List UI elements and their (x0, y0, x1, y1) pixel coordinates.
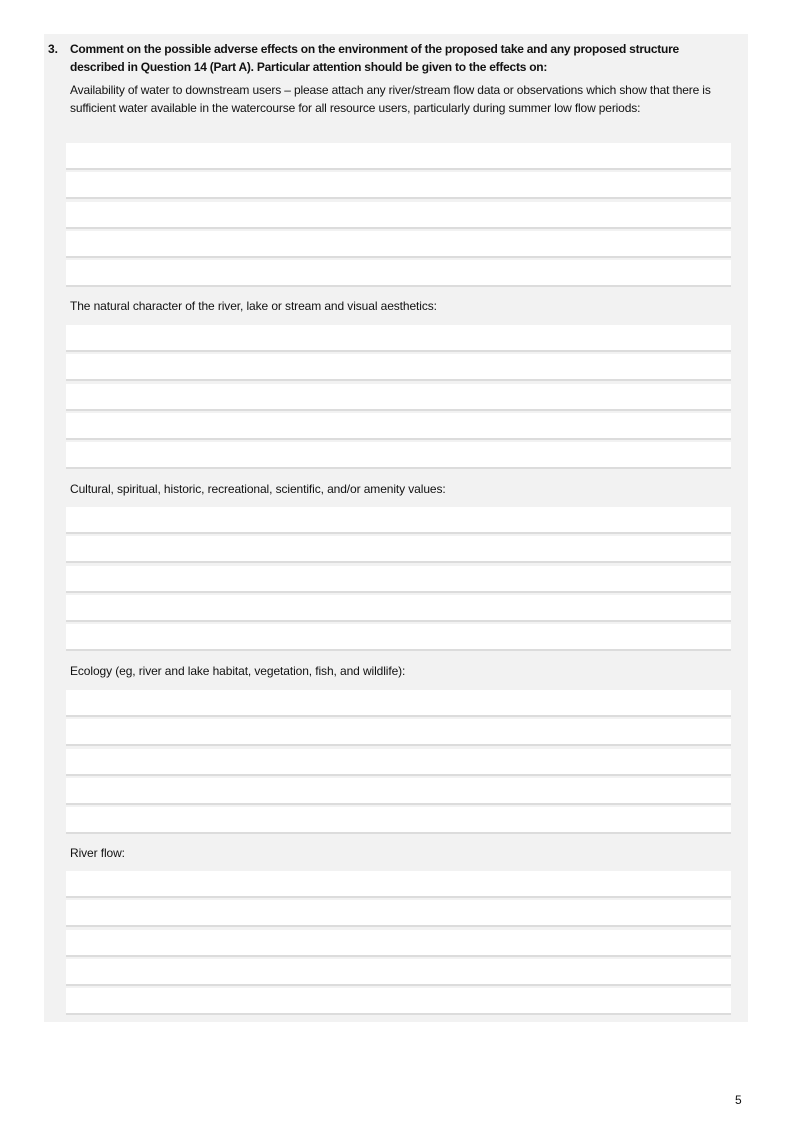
answer-line[interactable] (66, 807, 731, 834)
answer-line[interactable] (66, 690, 731, 717)
question-text: Comment on the possible adverse effects on the environment of the proposed take and any proposed structure described in Question 14 (Part A). Particular attention should be given to the effects on: (70, 42, 679, 74)
answer-line[interactable] (66, 624, 731, 651)
question-number: 3. (48, 42, 59, 56)
answer-line[interactable] (66, 595, 731, 622)
answer-line[interactable] (66, 325, 731, 352)
answer-line[interactable] (66, 172, 731, 199)
answer-line[interactable] (66, 413, 731, 440)
answer-line[interactable] (66, 749, 731, 776)
answer-line[interactable] (66, 959, 731, 986)
answer-line[interactable] (66, 202, 731, 229)
section-label-downstream-users: Availability of water to downstream users – please attach any river/stream flow data or observations which show that there is sufficient water available in the watercourse for all resource users, particularly during summer low flow periods: (70, 83, 711, 115)
answer-lines-ecology (66, 690, 731, 836)
answer-line[interactable] (66, 442, 731, 469)
answer-line[interactable] (66, 566, 731, 593)
answer-line[interactable] (66, 900, 731, 927)
answer-lines-river-flow (66, 871, 731, 1017)
answer-line[interactable] (66, 988, 731, 1015)
answer-line[interactable] (66, 231, 731, 258)
answer-line[interactable] (66, 778, 731, 805)
section-label-natural-character: The natural character of the river, lake or stream and visual aesthetics: (70, 299, 437, 313)
answer-line[interactable] (66, 507, 731, 534)
page-number: 5 (735, 1093, 742, 1107)
answer-line[interactable] (66, 719, 731, 746)
answer-lines-natural-character (66, 325, 731, 471)
section-label-cultural-values: Cultural, spiritual, historic, recreational, scientific, and/or amenity values: (70, 482, 446, 496)
answer-line[interactable] (66, 260, 731, 287)
section-label-ecology: Ecology (eg, river and lake habitat, vegetation, fish, and wildlife): (70, 664, 406, 678)
answer-line[interactable] (66, 384, 731, 411)
answer-lines-downstream-users (66, 143, 731, 289)
answer-lines-cultural-values (66, 507, 731, 653)
answer-line[interactable] (66, 354, 731, 381)
answer-line[interactable] (66, 930, 731, 957)
answer-line[interactable] (66, 536, 731, 563)
answer-line[interactable] (66, 143, 731, 170)
answer-line[interactable] (66, 871, 731, 898)
section-label-river-flow: River flow: (70, 846, 125, 860)
